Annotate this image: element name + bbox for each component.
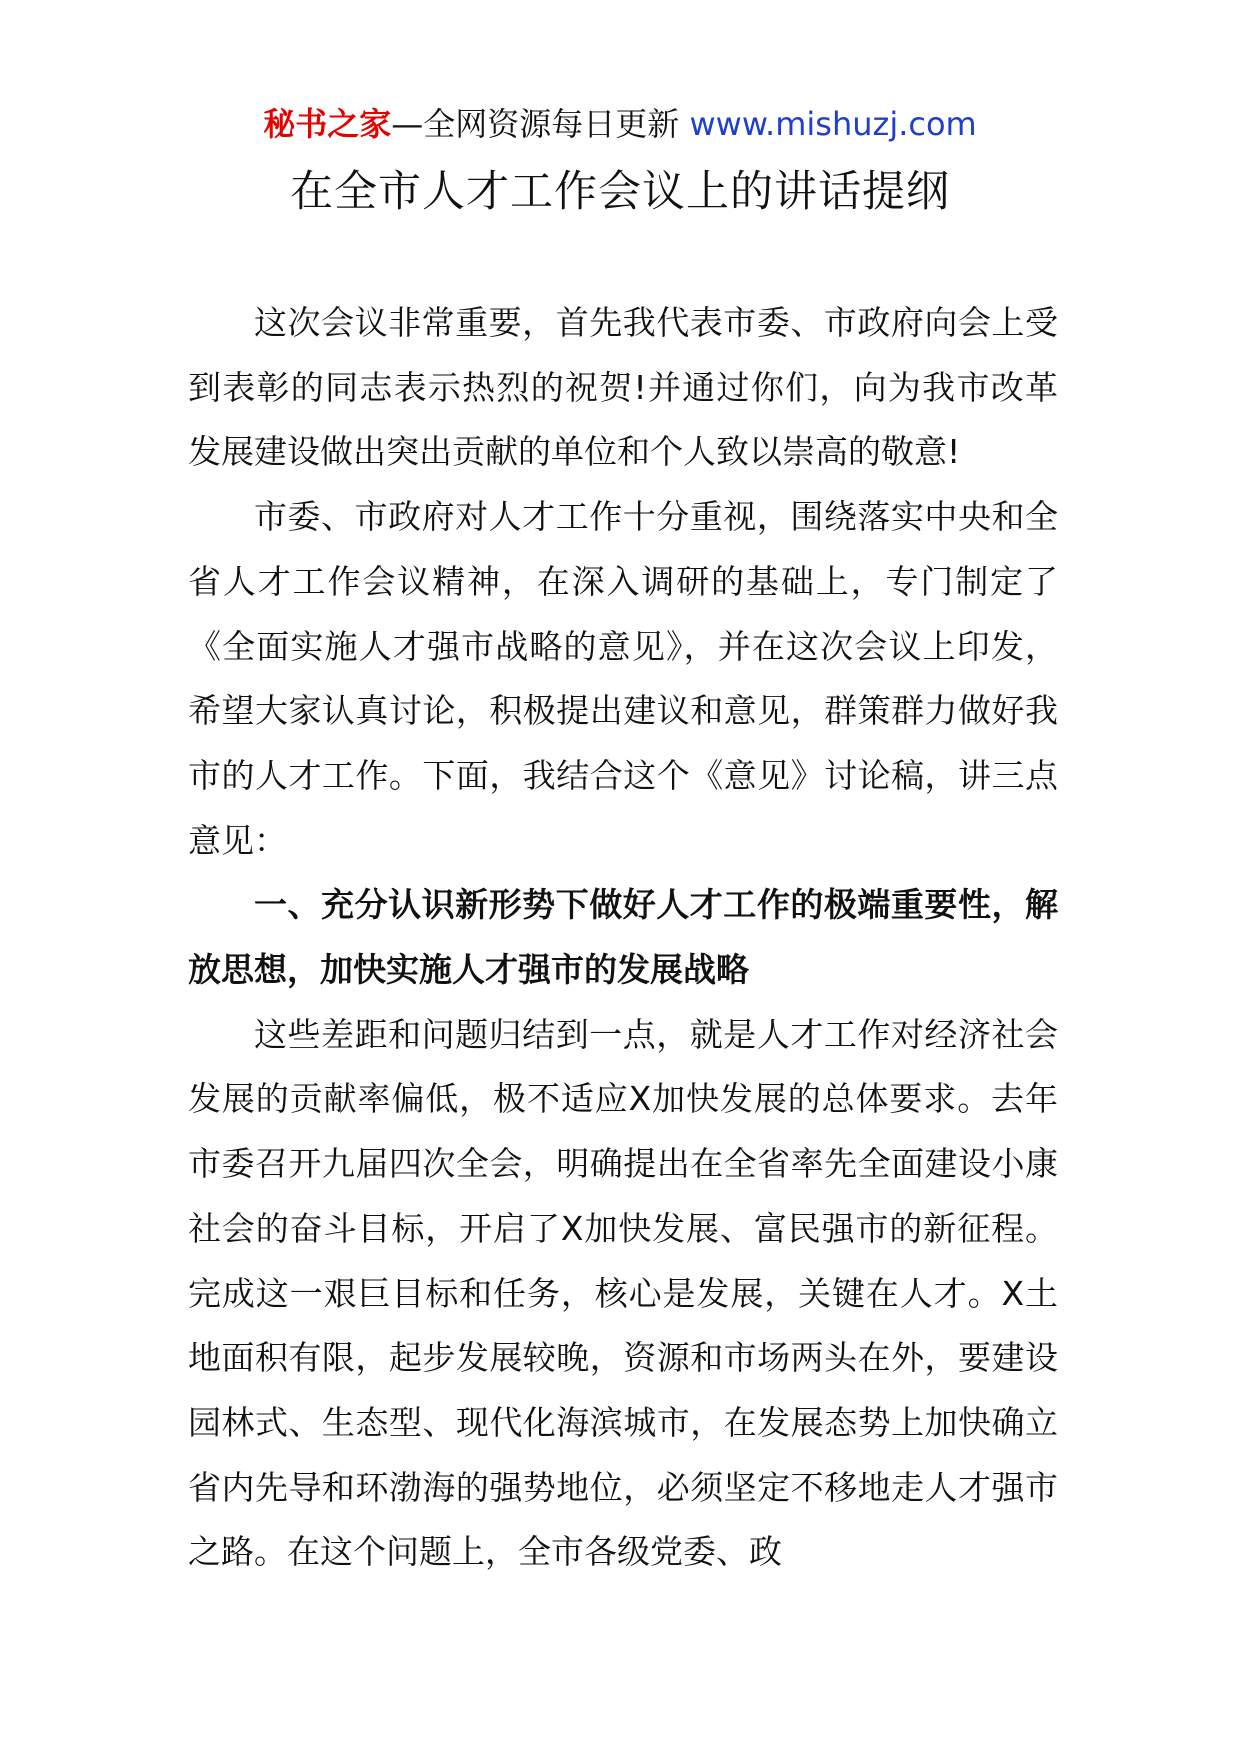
site-url-link[interactable]: www.mishuzj.com xyxy=(689,105,977,143)
site-name: 秘书之家 xyxy=(263,105,392,143)
site-header xyxy=(0,100,1240,148)
document-body xyxy=(188,291,1058,1585)
paragraph: 市委、市政府对人才工作十分重视，围绕落实中央和全省人才工作会议精神，在深入调研的基础上，专门制定了《全面实施人才强市战略的意见》，并在这次会议上印发，希望大家认真讨论，积极提出建议和意见，群策群力做好我市的人才工作。下面，我结合这个《意见》讨论稿，讲三点意见： xyxy=(188,497,1058,860)
paragraph: 这些差距和问题归结到一点，就是人才工作对经济社会发展的贡献率偏低，极不适应X加快发展的总体要求。去年市委召开九届四次全会，明确提出在全省率先全面建设小康社会的奋斗目标，开启了X加快发展、富民强市的新征程。完成这一艰巨目标和任务，核心是发展，关键在人才。X土地面积有限，起步发展较晚，资源和市场两头在外，要建设园林式、生态型、现代化海滨城市，在发展态势上加快确立省内先导和环渤海的强势地位，必须坚定不移地走人才强市之路。在这个问题上，全市各级党委、政 xyxy=(188,1014,1058,1572)
document-title: 在全市人才工作会议上的讲话提纲 xyxy=(290,167,950,217)
paragraph: 这次会议非常重要，首先我代表市委、市政府向会上受到表彰的同志表示热烈的祝贺!并通过你们，向为我市改革发展建设做出突出贡献的单位和个人致以崇高的敬意! xyxy=(188,303,1058,472)
site-tagline: —全网资源每日更新 xyxy=(391,105,690,143)
section-heading: 一、充分认识新形势下做好人才工作的极端重要性，解放思想，加快实施人才强市的发展战略 xyxy=(188,885,1058,990)
